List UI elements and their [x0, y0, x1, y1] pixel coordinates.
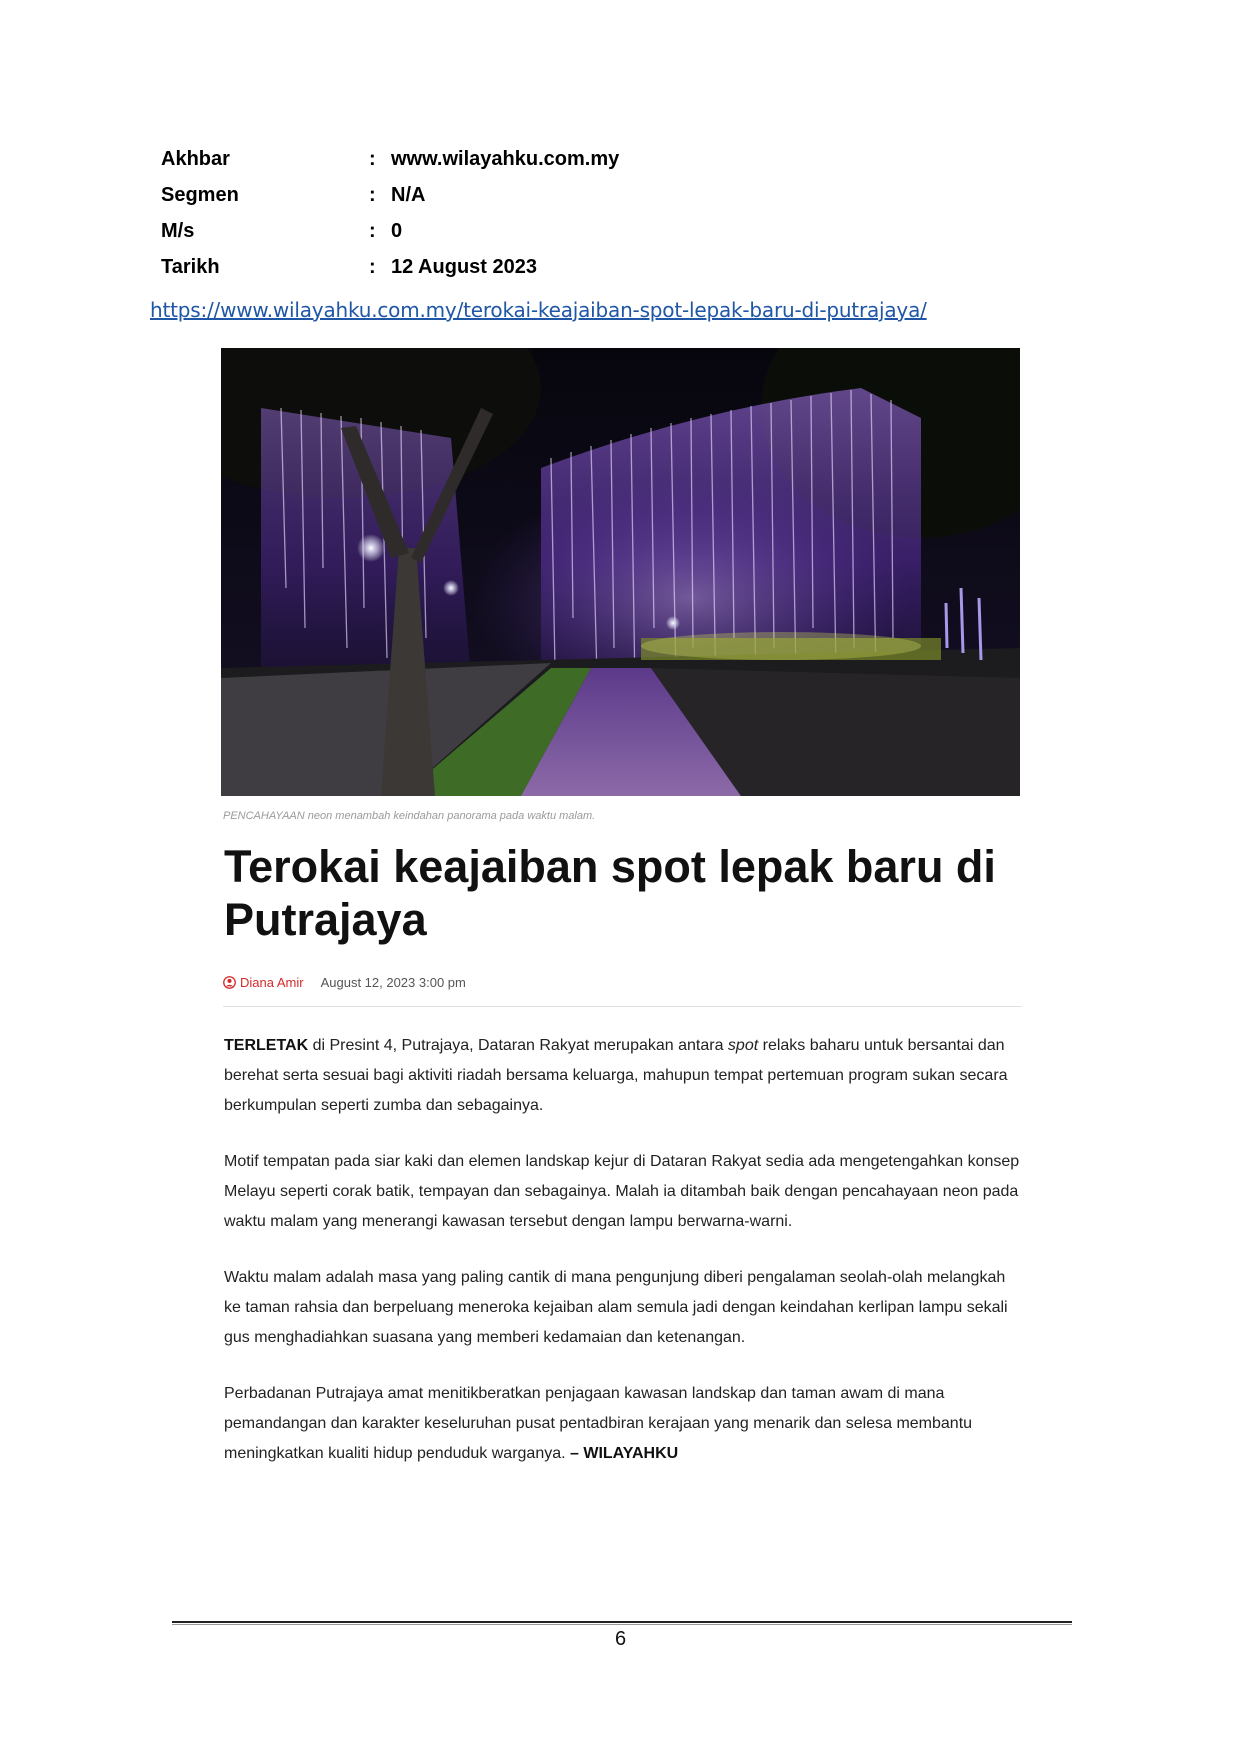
meta-row-segmen: [161, 184, 861, 220]
meta-separator: :: [369, 256, 376, 278]
article-body: [224, 1031, 1024, 1495]
footer-rule-shadow: [172, 1624, 1072, 1625]
article-byline: [223, 975, 466, 990]
author-icon: [223, 976, 236, 989]
source-url-link[interactable]: https://www.wilayahku.com.my/terokai-keajaiban-spot-lepak-baru-di-putrajaya/: [150, 298, 927, 322]
meta-row-akhbar: [161, 148, 861, 184]
meta-row-tarikh: [161, 256, 861, 292]
source-credit: – WILAYAHKU: [570, 1445, 679, 1462]
meta-label: Tarikh: [161, 256, 220, 278]
neon-park-illustration: [221, 348, 1020, 796]
paragraph-2: Motif tempatan pada siar kaki dan elemen landskap kejur di Dataran Rakyat sedia ada mengetengahkan konsep Melayu seperti corak batik, tempayan dan sebagainya. Malah ia ditambah baik dengan pencahayaan neon pada waktu malam yang menerangi kawasan tersebut dengan lampu berwarna-warni.: [224, 1153, 1020, 1230]
meta-value: N/A: [391, 184, 426, 206]
meta-label: Segmen: [161, 184, 239, 206]
meta-separator: :: [369, 220, 376, 242]
meta-label: M/s: [161, 220, 195, 242]
paragraph-1: [224, 1031, 1024, 1121]
meta-value: 12 August 2023: [391, 256, 537, 278]
author-link[interactable]: Diana Amir: [240, 975, 304, 990]
paragraph-4: [224, 1379, 1024, 1469]
article-photo: [221, 348, 1020, 796]
footer-rule: [172, 1621, 1072, 1623]
meta-value: 0: [391, 220, 403, 242]
article-headline: Terokai keajaiban spot lepak baru di Putrajaya: [224, 841, 996, 945]
paragraph-3: Waktu malam adalah masa yang paling cantik di mana pengunjung diberi pengalaman seolah-olah melangkah ke taman rahsia dan berpeluang meneroka kejaiban alam semula jadi dengan keindahan kerlipan lampu sekali gus menghadiahkan suasana yang memberi kedamaian dan ketenangan.: [224, 1269, 1008, 1346]
emphasis-text: spot: [727, 1037, 759, 1054]
meta-separator: :: [369, 184, 376, 206]
meta-value: www.wilayahku.com.my: [391, 148, 620, 170]
meta-row-ms: [161, 220, 861, 256]
lead-word: TERLETAK: [224, 1037, 309, 1054]
meta-separator: :: [369, 148, 376, 170]
divider: [223, 1006, 1022, 1007]
photo-caption: PENCAHAYAAN neon menambah keindahan panorama pada waktu malam.: [223, 810, 596, 822]
metadata-block: [161, 148, 861, 292]
page-number: 6: [614, 1628, 627, 1650]
paragraph-text: di Presint 4, Putrajaya, Dataran Rakyat merupakan antara: [308, 1037, 728, 1054]
publish-date: August 12, 2023 3:00 pm: [320, 975, 466, 990]
paragraph-text: Perbadanan Putrajaya amat menitikberatkan penjagaan kawasan landskap dan taman awam di mana pemandangan dan karakter keseluruhan pusat pentadbiran kerajaan yang menarik dan selesa membantu meningkatkan kualiti hidup penduduk warganya.: [224, 1385, 973, 1462]
paragraph-text: relaks baharu untuk bersantai dan berehat serta sesuai bagi aktiviti riadah bersama keluarga, mahupun tempat pertemuan program sukan secara berkumpulan seperti zumba dan sebagainya.: [224, 1037, 1008, 1114]
meta-label: Akhbar: [161, 148, 230, 170]
